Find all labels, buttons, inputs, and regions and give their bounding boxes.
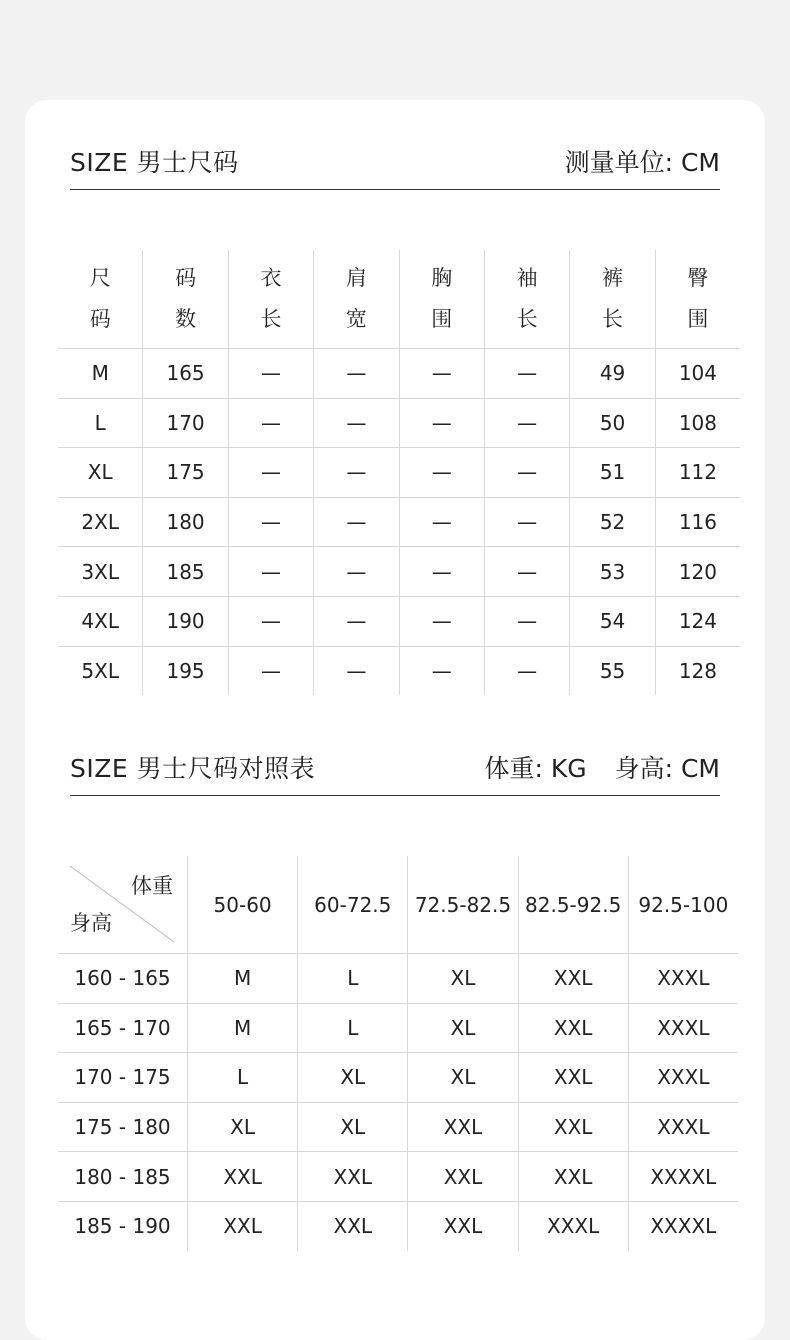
table-row [58, 1201, 738, 1250]
weight-range-header: 82.5-92.5 [518, 856, 628, 954]
header-char: 码 [89, 307, 111, 331]
size-measurement-table [58, 250, 740, 695]
size-header-cell [655, 250, 740, 349]
size-cell: XXXL [628, 1053, 738, 1103]
size-header-cell [228, 250, 313, 349]
table-row [58, 1152, 738, 1202]
table-cell: — [314, 547, 399, 597]
table-cell: — [399, 596, 484, 646]
header-char: 袖 [516, 266, 538, 290]
table-cell: — [314, 497, 399, 547]
table-cell: — [399, 547, 484, 597]
table-cell: 2XL [58, 497, 143, 547]
size-header-row [58, 250, 740, 349]
table-row [58, 398, 740, 448]
table-row [58, 1003, 738, 1053]
size-cell: XL [408, 1053, 518, 1103]
size-cell: XXXL [628, 954, 738, 1004]
table-cell: 55 [570, 646, 655, 695]
size-cell: XL [298, 1102, 408, 1152]
size-cell: XXL [518, 1152, 628, 1202]
table-cell: — [484, 398, 569, 448]
table-row [58, 1053, 738, 1103]
table-cell: 108 [655, 398, 740, 448]
table-row [58, 448, 740, 498]
size-conversion-table [58, 856, 738, 1251]
table-row [58, 547, 740, 597]
table-cell: 50 [570, 398, 655, 448]
table-row [58, 596, 740, 646]
size-cell: M [188, 954, 298, 1004]
measurement-unit-label: 测量单位: CM [564, 148, 720, 177]
weight-range-header: 60-72.5 [298, 856, 408, 954]
table-cell: 4XL [58, 596, 143, 646]
corner-cell [58, 856, 188, 954]
size-cell: XL [188, 1102, 298, 1152]
header-char: 尺 [89, 266, 111, 290]
table-cell: — [484, 646, 569, 695]
size-cell: XXXL [518, 1201, 628, 1250]
size-cell: XXXXL [628, 1201, 738, 1250]
height-range-cell: 175 - 180 [58, 1102, 188, 1152]
table-cell: — [399, 398, 484, 448]
table-cell: — [484, 497, 569, 547]
size-header-cell [314, 250, 399, 349]
table-cell: — [314, 349, 399, 399]
size-cell: XXL [408, 1201, 518, 1250]
table-cell: — [399, 497, 484, 547]
table-cell: 112 [655, 448, 740, 498]
table-cell: 52 [570, 497, 655, 547]
table-cell: — [399, 349, 484, 399]
size-header-cell [484, 250, 569, 349]
table-cell: — [228, 398, 313, 448]
corner-height-label: 身高 [70, 911, 112, 935]
table-cell: — [399, 448, 484, 498]
size-cell: XL [408, 954, 518, 1004]
size-cell: XXL [298, 1201, 408, 1250]
size-cell: M [188, 1003, 298, 1053]
height-unit-label: 身高: CM [614, 754, 720, 783]
header-char: 长 [516, 307, 538, 331]
table-cell: 165 [143, 349, 228, 399]
corner-weight-label: 体重 [131, 874, 173, 898]
size-cell: XXL [188, 1152, 298, 1202]
table-row [58, 497, 740, 547]
size-cell: XXL [518, 1003, 628, 1053]
table-cell: 170 [143, 398, 228, 448]
header-char: 围 [431, 307, 453, 331]
size-header-cell [399, 250, 484, 349]
table-cell: 5XL [58, 646, 143, 695]
weight-range-header: 92.5-100 [628, 856, 738, 954]
height-range-cell: 185 - 190 [58, 1201, 188, 1250]
table-cell: 49 [570, 349, 655, 399]
header-char: 码 [175, 266, 197, 290]
table-cell: 180 [143, 497, 228, 547]
header-char: 长 [602, 307, 624, 331]
table-cell: 51 [570, 448, 655, 498]
table-cell: — [228, 448, 313, 498]
header-char: 宽 [345, 307, 367, 331]
size-cell: XXL [408, 1102, 518, 1152]
table-cell: 116 [655, 497, 740, 547]
conversion-header-row [58, 856, 738, 954]
table-cell: — [399, 646, 484, 695]
header-char: 裤 [602, 266, 624, 290]
size-cell: L [188, 1053, 298, 1103]
header-char: 臀 [687, 266, 709, 290]
table-cell: — [484, 596, 569, 646]
size-cell: XXL [518, 1053, 628, 1103]
table-cell: 185 [143, 547, 228, 597]
table-cell: — [228, 497, 313, 547]
table-cell: M [58, 349, 143, 399]
height-range-cell: 170 - 175 [58, 1053, 188, 1103]
table-row [58, 1102, 738, 1152]
header-char: 围 [687, 307, 709, 331]
table-row [58, 954, 738, 1004]
header-char: 数 [175, 307, 197, 331]
size-cell: XXL [518, 954, 628, 1004]
size-cell: XXXL [628, 1003, 738, 1053]
size-cell: XXXL [628, 1102, 738, 1152]
size-section-title: SIZE 男士尺码 [70, 148, 239, 177]
table-cell: — [228, 646, 313, 695]
table-cell: 175 [143, 448, 228, 498]
table-cell: — [314, 448, 399, 498]
weight-range-header: 72.5-82.5 [408, 856, 518, 954]
table-cell: 190 [143, 596, 228, 646]
conversion-section-title: SIZE 男士尺码对照表 [70, 754, 316, 783]
size-header-cell [143, 250, 228, 349]
size-cell: XXL [188, 1201, 298, 1250]
size-section-header [70, 150, 720, 190]
table-cell: 120 [655, 547, 740, 597]
table-cell: L [58, 398, 143, 448]
header-char: 胸 [431, 266, 453, 290]
height-range-cell: 165 - 170 [58, 1003, 188, 1053]
header-char: 衣 [260, 266, 282, 290]
table-cell: — [314, 646, 399, 695]
table-row [58, 349, 740, 399]
size-cell: XL [408, 1003, 518, 1053]
table-cell: 104 [655, 349, 740, 399]
table-cell: XL [58, 448, 143, 498]
size-cell: XXL [518, 1102, 628, 1152]
conversion-units [484, 749, 720, 785]
table-cell: — [484, 448, 569, 498]
table-cell: 128 [655, 646, 740, 695]
header-char: 长 [260, 307, 282, 331]
size-header-cell [58, 250, 143, 349]
table-cell: 195 [143, 646, 228, 695]
size-cell: L [298, 1003, 408, 1053]
weight-range-header: 50-60 [188, 856, 298, 954]
table-cell: — [484, 547, 569, 597]
header-char: 肩 [345, 266, 367, 290]
table-cell: — [314, 398, 399, 448]
height-range-cell: 160 - 165 [58, 954, 188, 1004]
table-cell: 124 [655, 596, 740, 646]
table-cell: 53 [570, 547, 655, 597]
size-cell: XXL [408, 1152, 518, 1202]
size-cell: XL [298, 1053, 408, 1103]
table-cell: — [228, 349, 313, 399]
table-cell: — [228, 547, 313, 597]
size-header-cell [570, 250, 655, 349]
size-cell: XXXXL [628, 1152, 738, 1202]
height-range-cell: 180 - 185 [58, 1152, 188, 1202]
table-cell: 3XL [58, 547, 143, 597]
conversion-section-header [70, 756, 720, 796]
table-cell: — [228, 596, 313, 646]
table-row [58, 646, 740, 695]
table-cell: 54 [570, 596, 655, 646]
size-cell: L [298, 954, 408, 1004]
size-cell: XXL [298, 1152, 408, 1202]
table-cell: — [484, 349, 569, 399]
weight-unit-label: 体重: KG [484, 754, 587, 783]
table-cell: — [314, 596, 399, 646]
